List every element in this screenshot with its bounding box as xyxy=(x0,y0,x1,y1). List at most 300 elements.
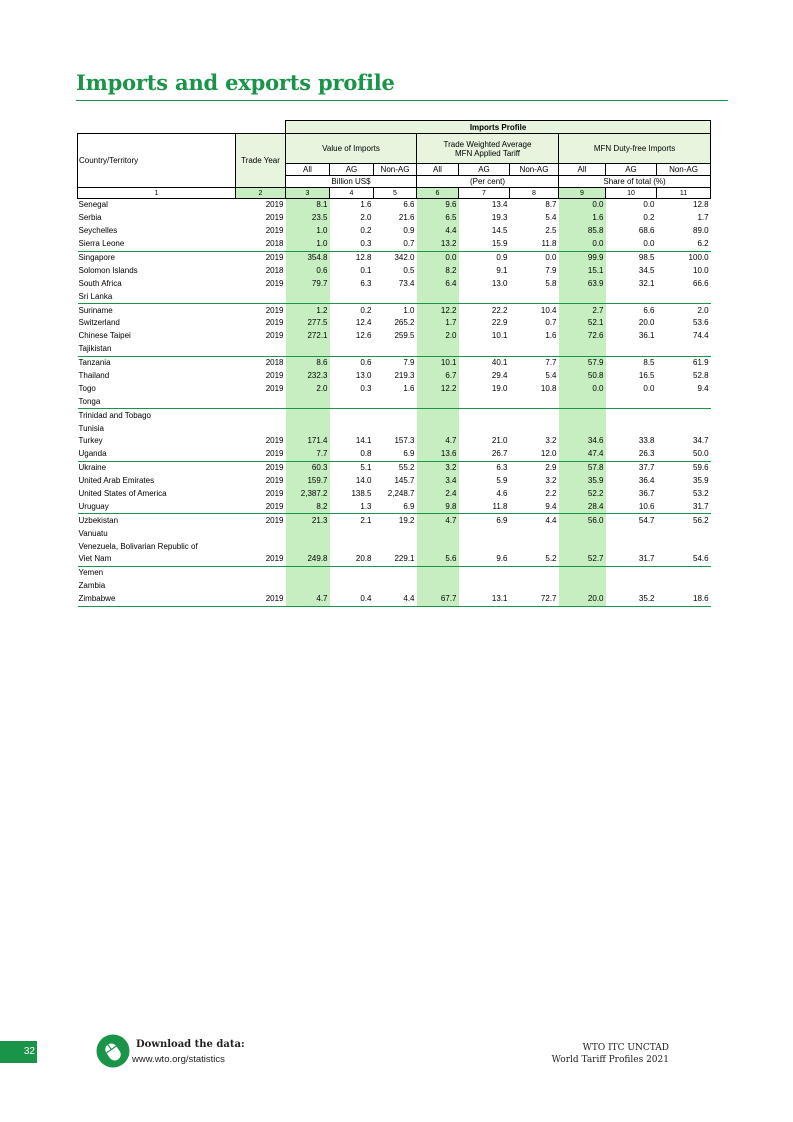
import-value-all-cell xyxy=(286,343,330,356)
country-cell: Tanzania xyxy=(78,358,111,368)
page-number-tab xyxy=(0,1041,37,1063)
dutyfree-all-cell xyxy=(559,343,606,356)
tariff-all-cell: 12.2 xyxy=(417,382,459,395)
table-row xyxy=(78,593,711,606)
dutyfree-ag-cell: 98.5 xyxy=(638,253,655,262)
import-value-ag-cell: 13.0 xyxy=(355,371,372,381)
trade-year-cell xyxy=(236,540,286,553)
import-value-all-cell: 60.3 xyxy=(286,461,330,474)
dutyfree-all-cell xyxy=(559,540,606,553)
import-value-ag-cell: 1.6 xyxy=(360,200,372,210)
tariff-all-cell: 10.1 xyxy=(417,356,459,369)
import-value-ag-cell xyxy=(330,580,374,593)
import-value-nonag-cell: 6.9 xyxy=(374,500,417,513)
table-row xyxy=(78,435,711,448)
dutyfree-ag-cell: 35.2 xyxy=(606,593,657,606)
country-cell: Turkey xyxy=(78,436,103,446)
trade-year-cell: 2019 xyxy=(265,383,284,393)
table-row xyxy=(78,500,711,513)
import-value-ag-cell: 1.3 xyxy=(330,500,374,513)
country-cell: United States of America xyxy=(78,489,167,499)
dutyfree-nonag-cell: 18.6 xyxy=(657,593,711,606)
trade-year-cell: 2018 xyxy=(236,238,286,251)
tariff-ag-cell: 26.7 xyxy=(459,448,510,461)
value-unit-label: Billion US$ xyxy=(286,176,417,188)
publisher-names: WTO ITC UNCTAD xyxy=(582,1043,669,1053)
trade-year-cell: 2019 xyxy=(265,489,284,499)
tariff-all-cell xyxy=(417,343,459,356)
import-value-all-cell: 8.1 xyxy=(286,199,330,212)
tariff-all-cell: 0.0 xyxy=(417,251,459,264)
dutyfree-all-cell: 47.4 xyxy=(559,448,606,461)
dutyfree-all-cell: 0.0 xyxy=(559,199,606,212)
import-value-nonag-cell: 1.0 xyxy=(403,305,415,315)
country-cell: Switzerland xyxy=(78,318,120,328)
dutyfree-ag-cell xyxy=(606,290,657,303)
dutyfree-nonag-cell xyxy=(657,343,711,356)
country-cell: United Arab Emirates xyxy=(78,476,155,486)
dutyfree-all-cell: 20.0 xyxy=(559,593,606,606)
tariff-nonag-cell xyxy=(510,409,559,422)
table-body xyxy=(78,199,711,607)
dutyfree-nonag-cell: 10.0 xyxy=(693,265,709,275)
dutyfree-nonag-cell: 56.2 xyxy=(693,515,709,525)
table-row xyxy=(78,199,711,212)
trade-year-cell: 2019 xyxy=(236,553,286,566)
import-value-nonag-cell: 265.2 xyxy=(394,318,415,328)
dutyfree-all-cell: 2.7 xyxy=(559,304,606,317)
value-nonag-subheader: Non-AG xyxy=(374,164,417,176)
twa-header-line2: MFN Applied Tariff xyxy=(454,148,521,158)
dutyfree-nonag-cell: 50.0 xyxy=(657,448,711,461)
tariff-nonag-cell: 0.0 xyxy=(545,253,557,262)
country-cell: Seychelles xyxy=(78,226,118,236)
tariff-ag-cell: 13.1 xyxy=(459,593,510,606)
dutyfree-all-cell: 56.0 xyxy=(559,514,606,527)
publication-title: World Tariff Profiles 2021 xyxy=(551,1055,669,1065)
import-value-all-cell xyxy=(286,566,330,579)
table-row xyxy=(78,422,711,435)
dutyfree-ag-cell: 0.0 xyxy=(606,238,657,251)
tariff-all-cell: 13.6 xyxy=(417,448,459,461)
mouse-download-icon[interactable] xyxy=(96,1034,130,1068)
dutyfree-ag-cell xyxy=(606,395,657,408)
import-value-ag-cell: 0.2 xyxy=(360,226,372,236)
column-number: 8 xyxy=(510,188,559,199)
import-value-nonag-cell xyxy=(374,409,417,422)
page-title: Imports and exports profile xyxy=(76,70,395,95)
twa-all-subheader: All xyxy=(417,164,459,176)
table-row xyxy=(78,409,711,422)
tariff-ag-cell xyxy=(459,343,510,356)
import-value-ag-cell: 5.1 xyxy=(360,463,372,473)
imports-profile-table xyxy=(77,120,711,607)
dutyfree-ag-cell: 0.0 xyxy=(643,383,655,393)
country-territory-header: Country/Territory xyxy=(78,134,236,188)
dutyfree-nonag-cell xyxy=(657,422,711,435)
dutyfree-nonag-cell: 52.8 xyxy=(693,371,709,381)
import-value-nonag-cell xyxy=(374,290,417,303)
trade-year-cell: 2018 xyxy=(265,265,284,275)
twa-ag-subheader: AG xyxy=(459,164,510,176)
tariff-all-cell: 9.6 xyxy=(417,199,459,212)
tariff-ag-cell: 9.6 xyxy=(459,553,510,566)
country-cell: Chinese Taipei xyxy=(78,331,131,341)
table-row xyxy=(78,527,711,540)
tariff-ag-cell: 6.9 xyxy=(496,515,508,525)
tariff-ag-cell: 14.5 xyxy=(491,226,508,236)
dutyfree-ag-cell: 20.0 xyxy=(638,318,655,328)
import-value-nonag-cell: 73.4 xyxy=(398,278,415,288)
import-value-all-cell: 21.3 xyxy=(286,514,330,527)
trade-year-cell: 2019 xyxy=(265,226,284,236)
dutyfree-nonag-cell: 6.2 xyxy=(657,238,711,251)
import-value-all-cell: 249.8 xyxy=(286,553,330,566)
table-row xyxy=(78,317,711,330)
tariff-ag-cell xyxy=(459,540,510,553)
import-value-all-cell: 159.7 xyxy=(286,475,330,488)
table-row xyxy=(78,382,711,395)
import-value-ag-cell: 6.3 xyxy=(360,278,372,288)
tariff-all-cell: 6.4 xyxy=(417,277,459,290)
trade-year-cell: 2019 xyxy=(265,253,284,262)
dutyfree-nonag-subheader: Non-AG xyxy=(657,164,711,176)
country-cell: Tunisia xyxy=(78,423,104,433)
dutyfree-nonag-cell: 34.7 xyxy=(693,436,709,446)
tariff-ag-cell: 29.4 xyxy=(491,371,508,381)
trade-year-cell xyxy=(236,395,286,408)
import-value-nonag-cell: 145.7 xyxy=(394,476,415,486)
tariff-nonag-cell: 2.9 xyxy=(545,463,557,473)
tariff-nonag-cell: 4.4 xyxy=(545,515,557,525)
tariff-all-cell: 5.6 xyxy=(417,553,459,566)
column-number: 11 xyxy=(657,188,711,199)
tariff-nonag-cell xyxy=(510,540,559,553)
tariff-all-cell: 67.7 xyxy=(417,593,459,606)
dutyfree-ag-cell: 33.8 xyxy=(638,436,655,446)
country-cell: Senegal xyxy=(78,200,108,210)
import-value-ag-cell: 0.3 xyxy=(360,383,372,393)
country-cell: Yemen xyxy=(78,568,104,578)
tariff-ag-cell: 13.4 xyxy=(491,200,508,210)
tariff-nonag-cell: 7.7 xyxy=(545,358,557,368)
dutyfree-ag-cell: 26.3 xyxy=(606,448,657,461)
dutyfree-ag-cell xyxy=(606,566,657,579)
download-data-link[interactable]: www.wto.org/statistics xyxy=(132,1054,225,1065)
country-cell: Singapore xyxy=(78,253,115,262)
dutyfree-all-cell: 35.9 xyxy=(559,475,606,488)
tariff-all-cell xyxy=(417,540,459,553)
dutyfree-all-cell xyxy=(559,395,606,408)
import-value-nonag-cell: 157.3 xyxy=(394,436,415,446)
country-cell: Viet Nam xyxy=(78,553,236,566)
import-value-nonag-cell: 1.6 xyxy=(403,383,415,393)
country-cell: Uganda xyxy=(78,448,236,461)
tariff-ag-cell xyxy=(459,580,510,593)
tariff-nonag-cell xyxy=(510,580,559,593)
tariff-nonag-cell: 9.4 xyxy=(510,500,559,513)
tariff-nonag-cell xyxy=(510,527,559,540)
dutyfree-ag-cell xyxy=(606,422,657,435)
trade-year-cell xyxy=(236,580,286,593)
import-value-nonag-cell: 19.2 xyxy=(398,515,415,525)
import-value-ag-cell xyxy=(330,290,374,303)
tariff-all-cell xyxy=(417,527,459,540)
trade-year-cell: 2019 xyxy=(265,200,284,210)
table-row xyxy=(78,514,711,527)
dutyfree-ag-cell: 10.6 xyxy=(606,500,657,513)
dutyfree-ag-cell: 0.2 xyxy=(643,213,655,223)
tariff-all-cell xyxy=(417,409,459,422)
dutyfree-ag-cell: 36.1 xyxy=(638,331,655,341)
import-value-nonag-cell xyxy=(374,580,417,593)
trade-year-cell xyxy=(236,422,286,435)
import-value-ag-cell xyxy=(330,566,374,579)
dutyfree-all-cell: 63.9 xyxy=(559,277,606,290)
tariff-all-cell: 2.4 xyxy=(417,488,459,501)
import-value-ag-cell: 14.0 xyxy=(355,476,372,486)
import-value-all-cell: 1.0 xyxy=(286,238,330,251)
tariff-all-cell: 4.7 xyxy=(417,514,459,527)
tariff-nonag-cell: 8.7 xyxy=(545,200,557,210)
dutyfree-nonag-cell: 89.0 xyxy=(693,226,709,236)
dutyfree-nonag-cell: 54.6 xyxy=(657,553,711,566)
import-value-nonag-cell: 0.9 xyxy=(403,226,415,236)
country-cell: Trinidad and Tobago xyxy=(78,410,151,420)
import-value-ag-cell: 0.4 xyxy=(330,593,374,606)
country-cell: Uruguay xyxy=(78,500,236,513)
trade-year-cell xyxy=(236,409,286,422)
import-value-ag-cell: 0.8 xyxy=(330,448,374,461)
tariff-all-cell: 13.2 xyxy=(417,238,459,251)
import-value-ag-cell xyxy=(330,422,374,435)
dutyfree-ag-cell xyxy=(606,540,657,553)
column-number: 9 xyxy=(559,188,606,199)
dutyfree-nonag-cell xyxy=(657,566,711,579)
dutyfree-nonag-cell: 2.0 xyxy=(697,305,709,315)
import-value-ag-cell: 12.8 xyxy=(355,253,372,262)
dutyfree-all-cell: 52.1 xyxy=(559,317,606,330)
country-cell: Thailand xyxy=(78,371,110,381)
dutyfree-nonag-cell xyxy=(657,527,711,540)
table-row xyxy=(78,277,711,290)
tariff-ag-cell: 6.3 xyxy=(496,463,508,473)
tariff-nonag-cell: 3.2 xyxy=(545,436,557,446)
import-value-all-cell xyxy=(286,422,330,435)
tariff-all-cell xyxy=(417,566,459,579)
dutyfree-nonag-cell: 59.6 xyxy=(693,463,709,473)
trade-year-cell: 2019 xyxy=(265,371,284,381)
table-row xyxy=(78,461,711,474)
tariff-ag-cell xyxy=(459,566,510,579)
import-value-nonag-cell xyxy=(374,343,417,356)
dutyfree-ag-cell xyxy=(606,580,657,593)
tariff-nonag-cell xyxy=(510,395,559,408)
table-row xyxy=(78,448,711,461)
import-value-all-cell: 2,387.2 xyxy=(286,488,330,501)
table-row xyxy=(78,553,711,566)
import-value-all-cell: 232.3 xyxy=(286,370,330,383)
dutyfree-all-cell: 0.0 xyxy=(559,382,606,395)
tariff-ag-cell xyxy=(459,409,510,422)
import-value-nonag-cell: 55.2 xyxy=(398,463,415,473)
tariff-all-cell: 6.7 xyxy=(417,370,459,383)
dutyfree-nonag-cell: 31.7 xyxy=(657,500,711,513)
dutyfree-all-cell xyxy=(559,566,606,579)
tariff-nonag-cell: 11.8 xyxy=(510,238,559,251)
trade-year-cell: 2019 xyxy=(265,476,284,486)
dutyfree-all-cell: 72.6 xyxy=(559,330,606,343)
trade-year-cell: 2019 xyxy=(265,318,284,328)
column-number: 10 xyxy=(606,188,657,199)
country-cell: Serbia xyxy=(78,213,102,223)
dutyfree-ag-subheader: AG xyxy=(606,164,657,176)
tariff-ag-cell: 11.8 xyxy=(459,500,510,513)
tariff-all-cell: 4.7 xyxy=(417,435,459,448)
tariff-nonag-cell xyxy=(510,290,559,303)
table-row xyxy=(78,290,711,303)
import-value-all-cell: 277.5 xyxy=(286,317,330,330)
tariff-all-cell: 3.4 xyxy=(417,475,459,488)
dutyfree-nonag-cell: 35.9 xyxy=(693,476,709,486)
dutyfree-nonag-cell: 1.7 xyxy=(697,213,709,223)
dutyfree-all-cell: 34.6 xyxy=(559,435,606,448)
import-value-nonag-cell xyxy=(374,540,417,553)
dutyfree-ag-cell: 8.5 xyxy=(643,358,655,368)
import-value-ag-cell: 20.8 xyxy=(330,553,374,566)
column-number: 2 xyxy=(236,188,286,199)
table-row xyxy=(78,264,711,277)
tariff-nonag-cell xyxy=(510,343,559,356)
import-value-all-cell xyxy=(286,580,330,593)
country-cell: Tajikistan xyxy=(78,343,236,356)
dutyfree-all-subheader: All xyxy=(559,164,606,176)
tariff-all-cell xyxy=(417,422,459,435)
country-cell: Sri Lanka xyxy=(78,290,236,303)
dutyfree-nonag-cell: 66.6 xyxy=(693,278,709,288)
tariff-ag-cell: 22.2 xyxy=(491,305,508,315)
country-cell: Vanuatu xyxy=(78,528,108,538)
import-value-nonag-cell: 0.7 xyxy=(374,238,417,251)
trade-year-cell: 2019 xyxy=(265,331,284,341)
header-spacer xyxy=(78,121,286,134)
import-value-all-cell: 23.5 xyxy=(286,212,330,225)
import-value-all-cell xyxy=(286,409,330,422)
dutyfree-all-cell: 52.2 xyxy=(559,488,606,501)
import-value-ag-cell xyxy=(330,409,374,422)
import-value-ag-cell: 138.5 xyxy=(351,489,372,499)
tariff-all-cell: 9.8 xyxy=(417,500,459,513)
import-value-ag-cell xyxy=(330,395,374,408)
column-number: 7 xyxy=(459,188,510,199)
dutyfree-nonag-cell xyxy=(657,395,711,408)
trade-year-cell xyxy=(236,343,286,356)
import-value-all-cell: 0.6 xyxy=(286,264,330,277)
import-value-all-cell: 354.8 xyxy=(286,251,330,264)
country-cell: Uzbekistan xyxy=(78,515,119,525)
tariff-ag-cell: 13.0 xyxy=(491,278,508,288)
table-row xyxy=(78,251,711,264)
twa-unit-label: (Per cent) xyxy=(417,176,559,188)
value-all-subheader: All xyxy=(286,164,330,176)
tariff-ag-cell: 19.0 xyxy=(491,383,508,393)
import-value-nonag-cell: 6.6 xyxy=(403,200,415,210)
trade-year-cell: 2019 xyxy=(265,515,284,525)
tariff-nonag-cell: 2.5 xyxy=(545,226,557,236)
tariff-all-cell: 6.5 xyxy=(417,212,459,225)
dutyfree-nonag-cell xyxy=(657,580,711,593)
tariff-ag-cell xyxy=(459,395,510,408)
table-row xyxy=(78,304,711,317)
import-value-nonag-cell xyxy=(374,527,417,540)
dutyfree-all-cell xyxy=(559,290,606,303)
dutyfree-all-cell: 0.0 xyxy=(559,238,606,251)
tariff-nonag-cell: 5.2 xyxy=(510,553,559,566)
dutyfree-all-cell: 28.4 xyxy=(559,500,606,513)
tariff-nonag-cell: 3.2 xyxy=(545,476,557,486)
import-value-ag-cell: 14.1 xyxy=(355,436,372,446)
value-ag-subheader: AG xyxy=(330,164,374,176)
country-cell: Suriname xyxy=(78,305,113,315)
country-cell: Solomon Islands xyxy=(78,265,138,275)
tariff-all-cell: 2.0 xyxy=(417,330,459,343)
dutyfree-ag-cell: 54.7 xyxy=(638,515,655,525)
country-cell: Zambia xyxy=(78,581,106,591)
page-number: 32 xyxy=(23,1046,35,1057)
tariff-nonag-cell xyxy=(510,566,559,579)
dutyfree-all-cell xyxy=(559,580,606,593)
dutyfree-all-cell xyxy=(559,422,606,435)
import-value-ag-cell: 12.4 xyxy=(355,318,372,328)
trade-year-cell: 2019 xyxy=(236,593,286,606)
import-value-nonag-cell: 219.3 xyxy=(394,371,415,381)
import-value-nonag-cell xyxy=(374,566,417,579)
dutyfree-ag-cell: 36.7 xyxy=(638,489,655,499)
import-value-ag-cell xyxy=(330,343,374,356)
dutyfree-ag-cell: 36.4 xyxy=(638,476,655,486)
import-value-ag-cell: 12.6 xyxy=(355,331,372,341)
tariff-ag-cell: 0.9 xyxy=(496,253,508,262)
tariff-all-cell: 3.2 xyxy=(417,461,459,474)
country-cell: Venezuela, Bolivarian Republic of xyxy=(78,541,198,551)
dutyfree-ag-cell: 68.6 xyxy=(638,226,655,236)
country-cell: Ukraine xyxy=(78,463,107,473)
tariff-nonag-cell: 1.6 xyxy=(545,331,557,341)
import-value-nonag-cell: 229.1 xyxy=(374,553,417,566)
dutyfree-all-cell xyxy=(559,409,606,422)
dutyfree-ag-cell: 16.5 xyxy=(638,371,655,381)
trade-year-cell: 2019 xyxy=(265,213,284,223)
import-value-all-cell: 171.4 xyxy=(286,435,330,448)
tariff-nonag-cell: 0.7 xyxy=(545,318,557,328)
tariff-ag-cell xyxy=(459,422,510,435)
import-value-ag-cell xyxy=(330,540,374,553)
table-row xyxy=(78,566,711,579)
import-value-all-cell xyxy=(286,527,330,540)
import-value-ag-cell: 0.1 xyxy=(360,265,372,275)
tariff-all-cell xyxy=(417,580,459,593)
download-data-label: Download the data: xyxy=(136,1039,245,1050)
trade-weighted-tariff-header xyxy=(417,134,559,164)
import-value-nonag-cell: 6.9 xyxy=(374,448,417,461)
tariff-all-cell: 4.4 xyxy=(417,225,459,238)
trade-year-cell xyxy=(236,566,286,579)
dutyfree-unit-label: Share of total (%) xyxy=(559,176,711,188)
dutyfree-all-cell xyxy=(559,527,606,540)
dutyfree-nonag-cell: 53.2 xyxy=(693,489,709,499)
tariff-ag-cell: 19.3 xyxy=(491,213,508,223)
table-row xyxy=(78,356,711,369)
